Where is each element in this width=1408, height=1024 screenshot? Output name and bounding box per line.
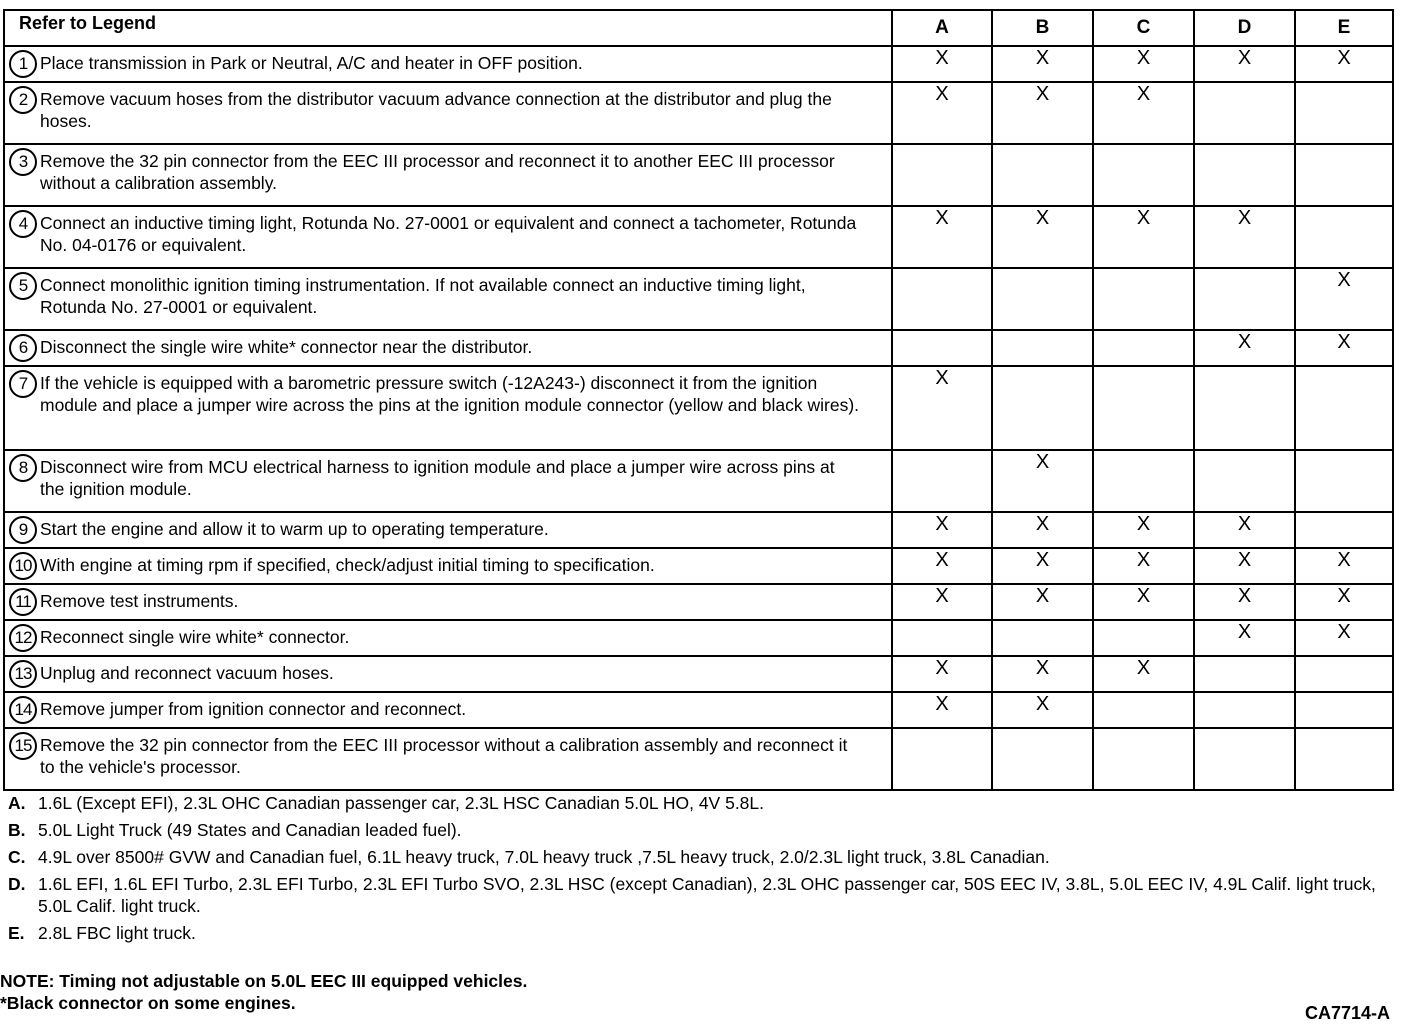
column-header-d: D — [1194, 10, 1295, 46]
table-row — [4, 144, 1393, 206]
mark-cell-b — [992, 692, 1093, 728]
mark-cell-c — [1093, 46, 1194, 82]
mark-cell-a — [892, 584, 992, 620]
applicability-mark: X — [1337, 47, 1351, 69]
column-header-b: B — [992, 10, 1093, 46]
mark-cell-b — [992, 584, 1093, 620]
legend-text: 2.8L FBC light truck. — [38, 923, 196, 943]
applicability-mark: X — [1035, 451, 1050, 473]
mark-cell-b — [992, 366, 1093, 450]
mark-cell-b — [992, 512, 1093, 548]
step-number-circle: 2 — [9, 86, 37, 114]
mark-cell-a — [892, 728, 992, 790]
legend — [8, 792, 1400, 949]
applicability-mark: X — [1337, 549, 1351, 571]
step-cell — [4, 584, 892, 620]
step-cell — [4, 330, 892, 366]
mark-cell-c — [1093, 82, 1194, 144]
applicability-mark: X — [1237, 331, 1252, 353]
step-text: Remove the 32 pin connector from the EEC III processor without a calibration assembly and reconnect it to the vehicle's processor. — [40, 735, 848, 777]
step-cell — [4, 450, 892, 512]
mark-cell-b — [992, 548, 1093, 584]
step-text: Start the engine and allow it to warm up to operating temperature. — [40, 519, 549, 539]
legend-key: A. — [8, 793, 26, 813]
mark-cell-d — [1194, 692, 1295, 728]
applicability-mark: X — [935, 47, 949, 69]
mark-cell-c — [1093, 548, 1194, 584]
mark-cell-e — [1295, 728, 1393, 790]
column-header-a: A — [892, 10, 992, 46]
step-number-circle: 10 — [9, 552, 37, 580]
applicability-mark: X — [1035, 549, 1050, 571]
applicability-mark: X — [1237, 513, 1252, 535]
mark-cell-b — [992, 46, 1093, 82]
applicability-mark: X — [1136, 657, 1151, 679]
step-number-circle: 1 — [9, 50, 37, 78]
legend-key: E. — [8, 923, 25, 943]
mark-cell-c — [1093, 144, 1194, 206]
mark-cell-c — [1093, 728, 1194, 790]
step-cell — [4, 548, 892, 584]
mark-cell-d — [1194, 330, 1295, 366]
mark-cell-e — [1295, 206, 1393, 268]
applicability-mark: X — [935, 585, 949, 607]
mark-cell-a — [892, 330, 992, 366]
applicability-mark: X — [935, 693, 949, 715]
applicability-mark: X — [1035, 657, 1050, 679]
applicability-mark: X — [935, 549, 949, 571]
table-body — [4, 46, 1393, 790]
mark-cell-e — [1295, 656, 1393, 692]
legend-text: 4.9L over 8500# GVW and Canadian fuel, 6.1L heavy truck, 7.0L heavy truck ,7.5L heavy truck, 2.0/2.3L light truck, 3.8L Canadian. — [38, 847, 1050, 867]
applicability-mark: X — [935, 83, 949, 105]
applicability-mark: X — [1035, 585, 1050, 607]
mark-cell-a — [892, 692, 992, 728]
applicability-mark: X — [1035, 207, 1050, 229]
mark-cell-d — [1194, 548, 1295, 584]
applicability-mark: X — [1136, 83, 1151, 105]
legend-text: 5.0L Light Truck (49 States and Canadian leaded fuel). — [38, 820, 462, 840]
mark-cell-c — [1093, 656, 1194, 692]
mark-cell-c — [1093, 620, 1194, 656]
mark-cell-b — [992, 268, 1093, 330]
figure-id: CA7714-A — [1304, 1003, 1390, 1023]
applicability-mark: X — [1136, 207, 1151, 229]
mark-cell-b — [992, 450, 1093, 512]
mark-cell-a — [892, 144, 992, 206]
legend-item — [8, 846, 1400, 868]
step-number-circle: 12 — [9, 624, 37, 652]
column-header-e: E — [1295, 10, 1393, 46]
mark-cell-b — [992, 144, 1093, 206]
mark-cell-c — [1093, 366, 1194, 450]
legend-key: B. — [8, 820, 26, 840]
mark-cell-b — [992, 656, 1093, 692]
mark-cell-a — [892, 512, 992, 548]
step-cell — [4, 46, 892, 82]
mark-cell-d — [1194, 512, 1295, 548]
step-text: Remove vacuum hoses from the distributor vacuum advance connection at the distributor and plug the hoses. — [40, 89, 832, 131]
step-text: Unplug and reconnect vacuum hoses. — [40, 663, 334, 683]
applicability-mark: X — [1136, 549, 1151, 571]
mark-cell-c — [1093, 268, 1194, 330]
applicability-mark: X — [1035, 83, 1050, 105]
mark-cell-c — [1093, 692, 1194, 728]
mark-cell-b — [992, 82, 1093, 144]
mark-cell-e — [1295, 548, 1393, 584]
applicability-mark: X — [935, 513, 949, 535]
step-cell — [4, 144, 892, 206]
step-text: Connect an inductive timing light, Rotunda No. 27-0001 or equivalent and connect a tachometer, Rotunda No. 04-0176 or equivalent. — [40, 213, 857, 255]
mark-cell-e — [1295, 620, 1393, 656]
step-number-circle: 13 — [9, 660, 37, 688]
legend-item — [8, 873, 1400, 917]
table-row — [4, 366, 1393, 450]
legend-text: 1.6L EFI, 1.6L EFI Turbo, 2.3L EFI Turbo, 2.3L EFI Turbo SVO, 2.3L HSC (except Canadian), 2.3L OHC passenger car, 50S EEC IV, 3.8L, 5.0L EEC IV, 4.9L Calif. light truck, 5.0L Calif. light truck. — [38, 874, 1376, 916]
mark-cell-c — [1093, 450, 1194, 512]
step-text: Connect monolithic ignition timing instrumentation. If not available connect an inductive timing light, Rotunda No. 27-0001 or equivalent. — [40, 275, 806, 317]
applicability-mark: X — [1237, 549, 1252, 571]
mark-cell-d — [1194, 450, 1295, 512]
table-row — [4, 584, 1393, 620]
mark-cell-d — [1194, 728, 1295, 790]
mark-cell-a — [892, 656, 992, 692]
mark-cell-d — [1194, 46, 1295, 82]
mark-cell-e — [1295, 692, 1393, 728]
applicability-mark: X — [1237, 47, 1252, 69]
mark-cell-d — [1194, 366, 1295, 450]
table-row — [4, 330, 1393, 366]
mark-cell-e — [1295, 82, 1393, 144]
step-cell — [4, 366, 892, 450]
applicability-mark: X — [1035, 513, 1050, 535]
column-header-c: C — [1093, 10, 1194, 46]
legend-text: 1.6L (Except EFI), 2.3L OHC Canadian passenger car, 2.3L HSC Canadian 5.0L HO, 4V 5.8L. — [38, 793, 765, 813]
step-text: Reconnect single wire white* connector. — [40, 627, 350, 647]
step-cell — [4, 82, 892, 144]
mark-cell-d — [1194, 584, 1295, 620]
legend-column-header: Refer to Legend — [4, 10, 892, 46]
applicability-mark: X — [935, 657, 949, 679]
step-text: Remove jumper from ignition connector and reconnect. — [40, 699, 467, 719]
mark-cell-a — [892, 620, 992, 656]
applicability-mark: X — [1337, 585, 1351, 607]
table-row — [4, 450, 1393, 512]
mark-cell-e — [1295, 330, 1393, 366]
applicability-mark: X — [1337, 331, 1351, 353]
applicability-mark: X — [935, 367, 949, 389]
mark-cell-e — [1295, 450, 1393, 512]
mark-cell-e — [1295, 366, 1393, 450]
applicability-mark: X — [1237, 621, 1252, 643]
legend-key: C. — [8, 847, 26, 867]
applicability-mark: X — [1136, 47, 1151, 69]
mark-cell-d — [1194, 268, 1295, 330]
applicability-mark: X — [1237, 585, 1252, 607]
table-row — [4, 82, 1393, 144]
table-row — [4, 512, 1393, 548]
mark-cell-e — [1295, 144, 1393, 206]
legend-item — [8, 792, 1400, 814]
connector-footnote: *Black connector on some engines. — [0, 993, 296, 1013]
mark-cell-e — [1295, 512, 1393, 548]
applicability-mark: X — [1035, 47, 1050, 69]
mark-cell-d — [1194, 144, 1295, 206]
mark-cell-b — [992, 728, 1093, 790]
legend-item — [8, 819, 1400, 841]
applicability-mark: X — [1337, 621, 1351, 643]
table-row — [4, 656, 1393, 692]
mark-cell-d — [1194, 206, 1295, 268]
mark-cell-b — [992, 330, 1093, 366]
mark-cell-a — [892, 548, 992, 584]
step-cell — [4, 206, 892, 268]
table-row — [4, 548, 1393, 584]
mark-cell-c — [1093, 330, 1194, 366]
mark-cell-a — [892, 366, 992, 450]
mark-cell-c — [1093, 512, 1194, 548]
mark-cell-e — [1295, 46, 1393, 82]
step-cell — [4, 268, 892, 330]
mark-cell-d — [1194, 82, 1295, 144]
table-header-row — [4, 10, 1393, 46]
mark-cell-a — [892, 206, 992, 268]
step-number-circle: 8 — [9, 454, 37, 482]
step-number-circle: 3 — [9, 148, 37, 176]
mark-cell-e — [1295, 268, 1393, 330]
mark-cell-a — [892, 46, 992, 82]
mark-cell-a — [892, 82, 992, 144]
notes — [0, 970, 527, 1014]
step-cell — [4, 656, 892, 692]
mark-cell-a — [892, 450, 992, 512]
mark-cell-c — [1093, 584, 1194, 620]
applicability-mark: X — [935, 207, 949, 229]
step-text: Place transmission in Park or Neutral, A/C and heater in OFF position. — [40, 53, 583, 73]
table-row — [4, 206, 1393, 268]
step-number-circle: 9 — [9, 516, 37, 544]
mark-cell-a — [892, 268, 992, 330]
step-number-circle: 15 — [9, 732, 37, 760]
step-text: With engine at timing rpm if specified, check/adjust initial timing to specification. — [40, 555, 655, 575]
applicability-mark: X — [1237, 207, 1252, 229]
table-row — [4, 728, 1393, 790]
legend-key: D. — [8, 874, 26, 894]
mark-cell-e — [1295, 584, 1393, 620]
step-number-circle: 7 — [9, 370, 37, 398]
applicability-mark: X — [1337, 269, 1351, 291]
table-row — [4, 46, 1393, 82]
mark-cell-c — [1093, 206, 1194, 268]
step-text: If the vehicle is equipped with a barometric pressure switch (-12A243-) disconnect it from the ignition module and place a jumper wire across the pins at the ignition module connector (yellow and black wires). — [40, 373, 860, 415]
mark-cell-b — [992, 206, 1093, 268]
mark-cell-d — [1194, 620, 1295, 656]
step-text: Disconnect the single wire white* connector near the distributor. — [40, 337, 533, 357]
applicability-mark: X — [1136, 513, 1151, 535]
step-number-circle: 4 — [9, 210, 37, 238]
table-row — [4, 268, 1393, 330]
step-text: Remove test instruments. — [40, 591, 239, 611]
step-cell — [4, 728, 892, 790]
legend-item — [8, 922, 1400, 944]
mark-cell-b — [992, 620, 1093, 656]
procedure-table — [3, 9, 1394, 791]
step-text: Disconnect wire from MCU electrical harness to ignition module and place a jumper wire across pins at the ignition module. — [40, 457, 835, 499]
step-number-circle: 6 — [9, 334, 37, 362]
mark-cell-d — [1194, 656, 1295, 692]
step-number-circle: 14 — [9, 696, 37, 724]
timing-note: NOTE: Timing not adjustable on 5.0L EEC III equipped vehicles. — [0, 971, 528, 991]
table-row — [4, 620, 1393, 656]
step-number-circle: 11 — [9, 588, 37, 616]
applicability-mark: X — [1136, 585, 1151, 607]
applicability-mark: X — [1035, 693, 1050, 715]
step-cell — [4, 620, 892, 656]
step-number-circle: 5 — [9, 272, 37, 300]
table-row — [4, 692, 1393, 728]
step-text: Remove the 32 pin connector from the EEC III processor and reconnect it to another EEC III processor without a calibration assembly. — [40, 151, 835, 193]
step-cell — [4, 692, 892, 728]
step-cell — [4, 512, 892, 548]
